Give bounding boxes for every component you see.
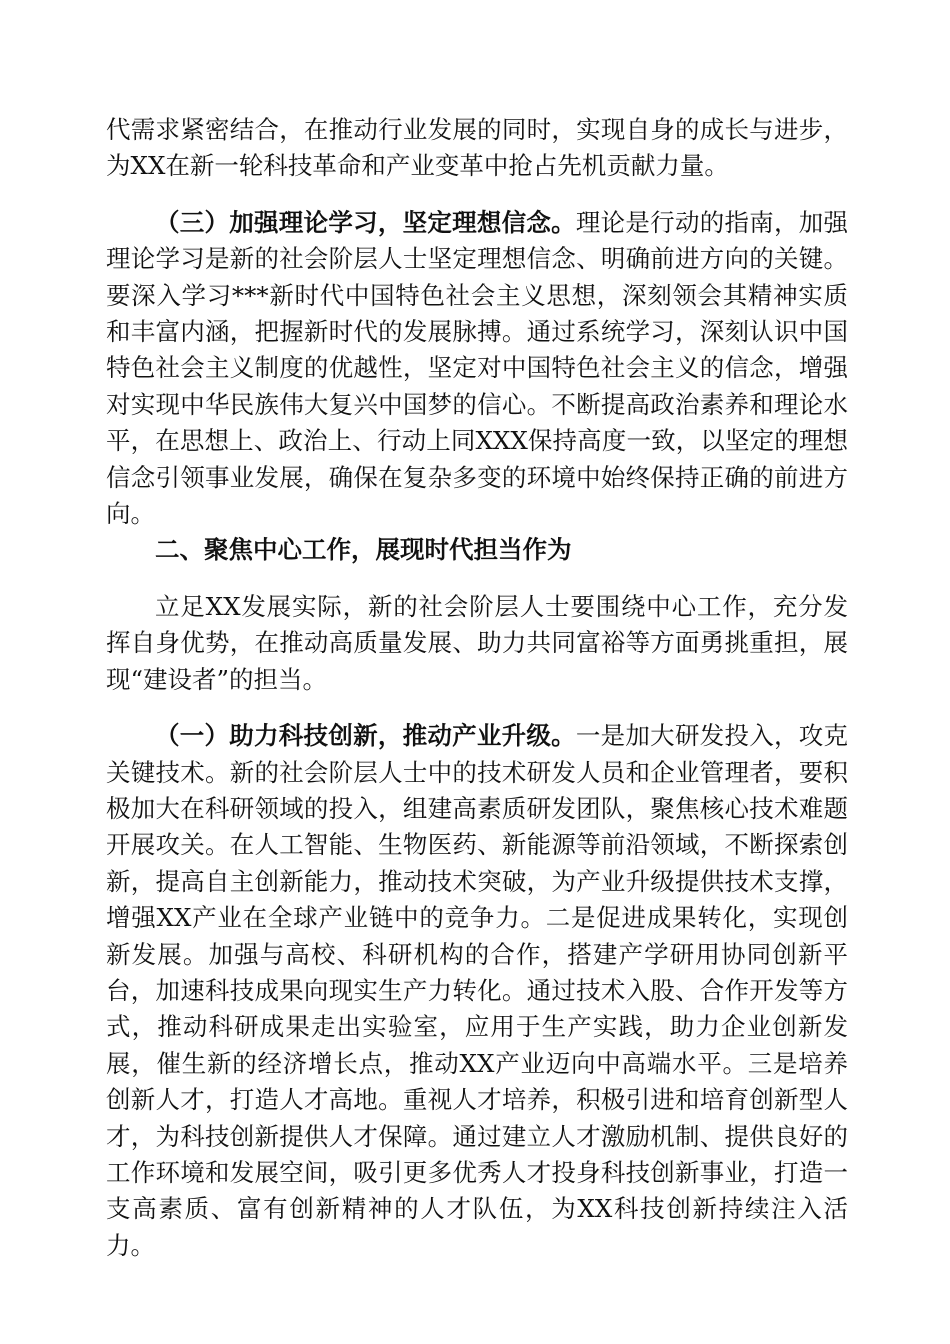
section-3-lead: （三）加强理论学习，坚定理想信念。 <box>155 207 576 237</box>
paragraph-section-3 <box>106 205 848 533</box>
section-2-1-body: 一是加大研发投入，攻克关键技术。新的社会阶层人士中的技术研发人员和企业管理者，要积极加大在科研领域的投入，组建高素质研发团队，聚焦核心技术难题开展攻关。在人工智能、生物医药、新能源等前沿领域，不断探索创新，提高自主创新能力，推动技术突破，为产业升级提供技术支撑，增强XX产业在全球产业链中的竞争力。二是促进成果转化，实现创新发展。加强与高校、科研机构的合作，搭建产学研用协同创新平台，加速科技成果向现实生产力转化。通过技术入股、合作开发等方式，推动科研成果走出实验室，应用于生产实践，助力企业创新发展，催生新的经济增长点，推动XX产业迈向中高端水平。三是培养创新人才，打造人才高地。重视人才培养，积极引进和培育创新型人才，为科技创新提供人才保障。通过建立人才激励机制、提供良好的工作环境和发展空间，吸引更多优秀人才投身科技创新事业，打造一支高素质、富有创新精神的人才队伍，为XX科技创新持续注入活力。 <box>106 721 848 1260</box>
paragraph-section-2-1 <box>106 718 848 1264</box>
paragraph-continuation: 代需求紧密结合，在推动行业发展的同时，实现自身的成长与进步，为XX在新一轮科技革命和产业变革中抢占先机贡献力量。 <box>106 115 848 181</box>
heading-part-2: 二、聚焦中心工作，展现时代担当作为 <box>155 535 572 565</box>
section-3-body: 理论是行动的指南，加强理论学习是新的社会阶层人士坚定理想信念、明确前进方向的关键。要深入学习***新时代中国特色社会主义思想，深刻领会其精神实质和丰富内涵，把握新时代的发展脉搏。通过系统学习，深刻认识中国特色社会主义制度的优越性，坚定对中国特色社会主义的信念，增强对实现中华民族伟大复兴中国梦的信心。不断提高政治素养和理论水平，在思想上、政治上、行动上同XXX保持高度一致，以坚定的理想信念引领事业发展，确保在复杂多变的环境中始终保持正确的前进方向。 <box>106 207 848 529</box>
section-2-1-lead: （一）助力科技创新，推动产业升级。 <box>155 721 576 751</box>
paragraph-intro-2: 立足XX发展实际，新的社会阶层人士要围绕中心工作，充分发挥自身优势，在推动高质量发展、助力共同富裕等方面勇挑重担，展现“建设者”的担当。 <box>106 591 848 694</box>
document-page <box>106 112 848 1264</box>
